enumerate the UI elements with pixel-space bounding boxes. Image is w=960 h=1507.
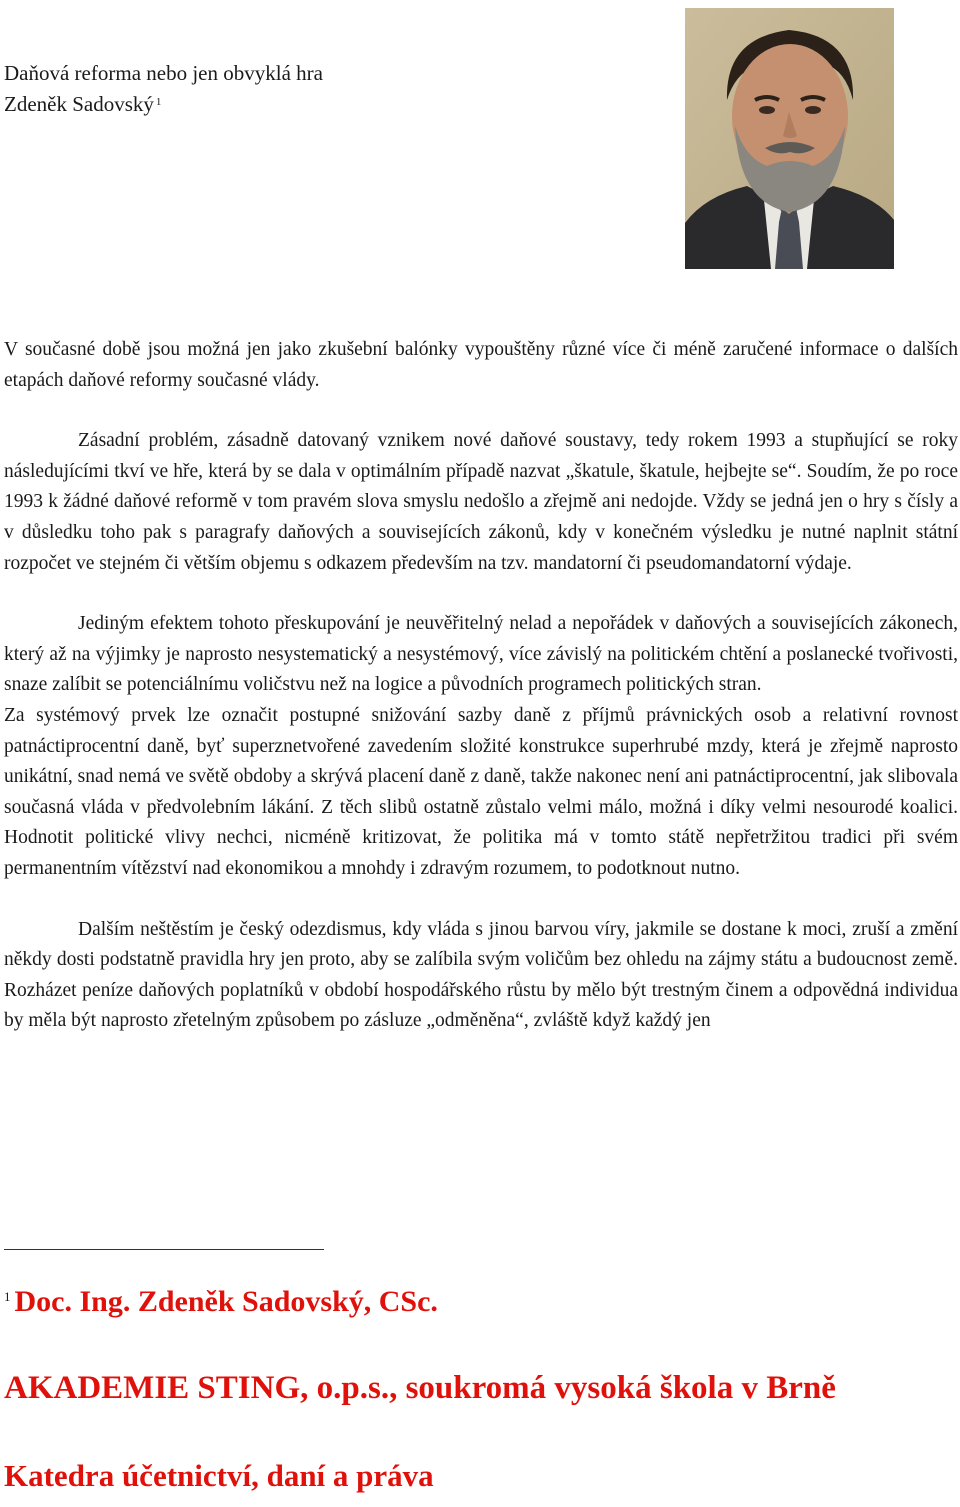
footnote-separator [4,1249,324,1250]
paragraph-main-problem: Zásadní problém, zásadně datovaný vznikem nové daňové soustavy, tedy rokem 1993 a stupňující se roky následujícími tkví ve hře, která by se dala v optimálním případě nazvat „škatule, škatule, hejbejte se“. Soudím, že po roce 1993 k žádné daňové reformě v tom pravém slova smyslu nedošlo a zřejmě ani nedojde. Vždy se jedná jen o hry s čísly a v důsledku toho pak s paragrafy daňových a souvisejících zákonů, kdy v konečném výsledku je nutné naplnit státní rozpočet ve stejném či větším objemu s odkazem především na tzv. mandatorní či pseudomandatorní výdaje. [4,430,958,574]
document-title: Daňová reforma nebo jen obvyklá hra [4,61,323,85]
footnote-institution: AKADEMIE STING, o.p.s., soukromá vysoká škola v Brně [4,1370,836,1406]
footnote-mark: 1 [4,1289,11,1304]
author-name: Zdeněk Sadovský [4,92,154,116]
document-header [4,58,323,120]
footnote-author-line [4,1285,438,1319]
author-portrait-photo [685,8,894,269]
footnote-reference[interactable]: 1 [155,96,162,108]
paragraph-misfortune: Dalším neštěstím je český odezdismus, kdy vláda s jinou barvou víry, jakmile se dostane k moci, zruší a změní někdy dosti podstatně pravidla hry jen proto, aby se zalíbila svým voličům bez ohledu na zájmy státu a budoucnost země. Rozházet peníze daňových poplatníků v období hospodářského růstu by mělo být trestným činem a odpovědná individua by měla být naprosto zřetelným způsobem po zásluze „odměněna“, zvláště když každý jen [4,918,958,1032]
paragraph-gap [4,885,958,915]
paragraph-gap [4,579,958,609]
author-line [4,89,323,120]
paragraph-gap [4,396,958,426]
article-body [4,335,958,1037]
paragraph-systemic-element: Za systémový prvek lze označit postupné snižování sazby daně z příjmů právnických osob a relativní rovnost patnáctiprocentní daně, byť superznetvořené zavedením složité konstrukce superhrubé mzdy, která je zřejmě naprosto unikátní, snad nemá ve světě obdoby a skrývá placení daně z daně, takže nakonec není ani patnáctiprocentní, jak slibovala současná vláda v předvolebním lákání. Z těch slibů ostatně zůstalo velmi málo, možná i díky velmi nesourodé koalici. Hodnotit politické vlivy nechci, nicméně kritizovat, že politika má v tomto státě nepřetržitou tradici při svém permanentním vítězství nad ekonomikou a mnohdy i zdravým rozumem, to podotknout nutno. [4,704,958,879]
paragraph-intro: V současné době jsou možná jen jako zkušební balónky vypouštěny různé více či méně zaručené informace o dalších etapách daňové reformy současné vlády. [4,339,958,391]
portrait-illustration [685,8,894,269]
footnote-author-name: Doc. Ing. Zdeněk Sadovský, CSc. [14,1285,438,1318]
footnote-department: Katedra účetnictví, daní a práva [4,1458,434,1493]
paragraph-effect: Jediným efektem tohoto přeskupování je neuvěřitelný nelad a nepořádek v daňových a souvisejících zákonech, který až na výjimky je naprosto nesystematický a nesystémový, více závislý na politickém chtění a poslanecké tvořivosti, snaze zalíbit se potenciálnímu voličstvu než na logice a původních programech politických stran. [4,613,958,696]
